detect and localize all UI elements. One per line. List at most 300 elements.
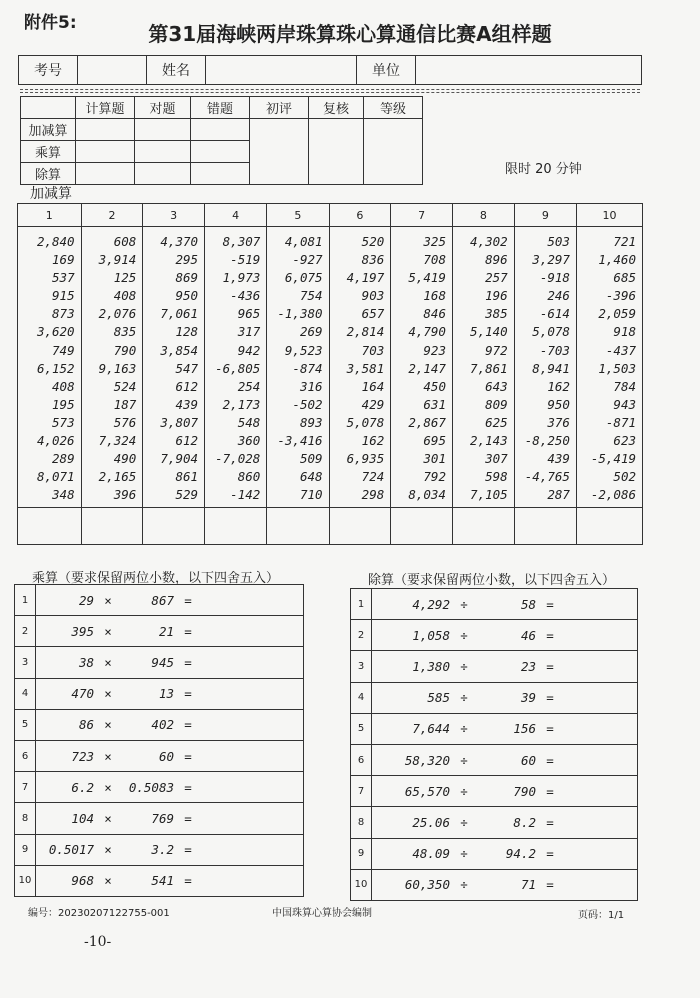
add-value: -437 — [605, 342, 636, 358]
add-column-header: 3 — [143, 204, 205, 227]
equals: = — [546, 721, 554, 737]
operator: × — [104, 717, 112, 733]
question-row — [15, 616, 304, 647]
add-value: 836 — [361, 252, 385, 268]
operand-b: 46 — [520, 627, 536, 643]
add-column-header: 6 — [329, 204, 391, 227]
answer-cell[interactable] — [452, 508, 514, 545]
add-value: -703 — [539, 342, 570, 358]
operand-a: 86 — [78, 717, 94, 733]
answer-cell[interactable] — [329, 508, 391, 545]
score-row-label: 除算 — [21, 163, 76, 185]
mul-section-title: 乘算（要求保留两位小数，以下四舍五入） — [32, 571, 280, 586]
question-row — [351, 620, 638, 651]
add-value: 869 — [175, 270, 199, 286]
add-value: -2,086 — [590, 487, 636, 503]
question-row — [15, 585, 304, 616]
add-value: 2,147 — [408, 360, 446, 376]
equals: = — [184, 654, 192, 670]
add-value: 548 — [237, 414, 261, 430]
add-value: 537 — [52, 270, 75, 286]
add-value: 187 — [113, 396, 137, 412]
question-number: 2 — [15, 616, 36, 647]
add-value: 195 — [52, 396, 75, 412]
add-value: -1,380 — [277, 306, 323, 322]
score-cell[interactable] — [191, 163, 250, 185]
question-expression[interactable] — [372, 713, 638, 744]
operand-b: 3.2 — [151, 842, 174, 858]
operator: ÷ — [460, 846, 468, 862]
add-value: 6,152 — [36, 360, 75, 376]
add-value: 1,503 — [598, 360, 636, 376]
add-value: 972 — [485, 342, 508, 358]
answer-cell[interactable] — [143, 508, 205, 545]
add-column-values — [452, 227, 514, 508]
add-value: 721 — [613, 234, 636, 249]
add-column-header: 10 — [576, 204, 642, 227]
add-value: -614 — [539, 306, 570, 322]
answer-cell[interactable] — [267, 508, 329, 545]
add-value: 9,163 — [98, 360, 137, 376]
add-value: -142 — [230, 487, 261, 503]
operator: × — [104, 810, 112, 826]
add-value: -4,765 — [524, 469, 570, 485]
add-value: 923 — [423, 342, 446, 358]
add-value: 7,061 — [160, 306, 199, 322]
operand-b: 402 — [151, 717, 174, 733]
add-value: 289 — [52, 451, 75, 467]
operand-a: 1,380 — [412, 658, 450, 674]
add-value: 835 — [113, 324, 137, 340]
add-value: 4,370 — [160, 234, 199, 249]
add-value: 2,143 — [470, 433, 508, 449]
add-column-values — [391, 227, 453, 508]
add-value: 385 — [485, 306, 508, 322]
question-number: 7 — [15, 772, 36, 803]
add-value: 8,307 — [222, 234, 261, 249]
add-value: 708 — [423, 252, 446, 268]
question-expression[interactable] — [372, 869, 638, 900]
unit-label: 单位 — [357, 56, 416, 85]
serial-number: 编号：20230207122755-001 — [28, 908, 170, 919]
add-value: -519 — [230, 252, 261, 268]
add-value: 168 — [423, 288, 446, 304]
add-value: -3,416 — [277, 433, 323, 449]
score-header: 计算题 — [76, 97, 135, 119]
add-value: 8,034 — [408, 487, 446, 503]
add-value: 861 — [175, 469, 199, 485]
add-section-title: 加减算 — [30, 186, 72, 202]
add-value: 164 — [361, 378, 385, 394]
operator: ÷ — [460, 596, 468, 612]
question-number: 2 — [351, 620, 372, 651]
add-value: 631 — [423, 396, 446, 412]
question-expression[interactable] — [36, 616, 304, 647]
add-value: 915 — [52, 288, 75, 304]
score-cell[interactable] — [135, 141, 191, 163]
operand-a: 25.06 — [412, 814, 450, 830]
add-value: 950 — [175, 288, 199, 304]
add-value: 893 — [299, 414, 323, 430]
exam-no-field[interactable] — [78, 56, 147, 85]
operand-b: 867 — [151, 592, 174, 608]
operator: ÷ — [460, 783, 468, 799]
add-value: 2,867 — [408, 414, 446, 430]
add-column-values — [81, 227, 143, 508]
question-row — [15, 647, 304, 678]
add-value: 918 — [613, 324, 636, 340]
page-title: 第31届海峡两岸珠算珠心算通信比赛A组样题 — [148, 22, 552, 46]
add-value: 3,807 — [160, 414, 199, 430]
add-value: 1,460 — [598, 252, 636, 268]
score-cell[interactable] — [309, 119, 364, 185]
operand-a: 585 — [427, 690, 450, 706]
add-value: 1,973 — [222, 270, 261, 286]
score-cell[interactable] — [76, 119, 135, 141]
score-row-label: 加减算 — [21, 119, 76, 141]
operand-a: 29 — [78, 592, 94, 608]
operator: ÷ — [460, 658, 468, 674]
equals: = — [184, 717, 192, 733]
add-value: 8,071 — [36, 469, 75, 485]
add-value: 792 — [423, 469, 446, 485]
score-header: 错题 — [191, 97, 250, 119]
question-row — [15, 803, 304, 834]
add-value: 348 — [52, 487, 75, 503]
add-value: 254 — [237, 378, 261, 394]
add-value: 657 — [361, 306, 385, 322]
add-column-header: 4 — [205, 204, 267, 227]
question-expression[interactable] — [372, 807, 638, 838]
operator: × — [104, 592, 112, 608]
annex-label: 附件5: — [24, 13, 77, 33]
add-value: 625 — [485, 414, 508, 430]
question-row — [351, 651, 638, 682]
operand-b: 13 — [158, 686, 174, 702]
add-value: 298 — [361, 487, 385, 503]
question-number: 3 — [15, 647, 36, 678]
add-value: 360 — [237, 433, 261, 449]
answer-cell[interactable] — [514, 508, 576, 545]
page-number: -10- — [84, 934, 112, 950]
question-expression[interactable] — [372, 620, 638, 651]
equals: = — [546, 752, 554, 768]
equals: = — [546, 846, 554, 862]
add-value: 695 — [423, 433, 446, 449]
score-header: 初评 — [250, 97, 309, 119]
add-column-header: 5 — [267, 204, 329, 227]
add-value: -396 — [605, 288, 636, 304]
add-value: 408 — [113, 288, 137, 304]
operator: ÷ — [460, 627, 468, 643]
operand-b: 769 — [151, 810, 174, 826]
add-column-values — [205, 227, 267, 508]
add-value: 3,620 — [36, 324, 75, 340]
add-value: 724 — [361, 469, 385, 485]
question-number: 8 — [351, 807, 372, 838]
operator: ÷ — [460, 721, 468, 737]
add-column-header: 9 — [514, 204, 576, 227]
add-value: 950 — [547, 396, 570, 412]
score-cell[interactable] — [76, 163, 135, 185]
add-value: 4,081 — [284, 234, 323, 249]
add-table — [17, 203, 643, 545]
add-value: 809 — [485, 396, 508, 412]
add-value: 612 — [175, 433, 199, 449]
operand-a: 395 — [71, 623, 94, 639]
equals: = — [546, 783, 554, 799]
add-column-header: 8 — [452, 204, 514, 227]
question-number: 5 — [351, 713, 372, 744]
answer-cell[interactable] — [576, 508, 642, 545]
add-value: 490 — [113, 451, 137, 467]
add-value: -874 — [292, 360, 323, 376]
question-row — [351, 807, 638, 838]
operand-a: 58,320 — [404, 752, 450, 768]
answer-cell[interactable] — [18, 508, 82, 545]
operand-b: 21 — [158, 623, 174, 639]
div-table — [350, 588, 638, 901]
add-value: 269 — [299, 324, 323, 340]
question-expression[interactable] — [372, 744, 638, 775]
question-row — [351, 838, 638, 869]
question-expression[interactable] — [36, 678, 304, 709]
add-value: 2,173 — [222, 396, 261, 412]
question-expression[interactable] — [372, 651, 638, 682]
add-value: 162 — [361, 433, 385, 449]
operand-a: 4,292 — [412, 596, 450, 612]
add-value: 325 — [423, 234, 446, 249]
name-label: 姓名 — [147, 56, 206, 85]
equals: = — [546, 658, 554, 674]
operator: ÷ — [460, 814, 468, 830]
operand-b: 23 — [520, 658, 536, 674]
question-number: 7 — [351, 776, 372, 807]
operand-a: 0.5017 — [48, 842, 94, 858]
operand-a: 104 — [71, 810, 94, 826]
equals: = — [184, 748, 192, 764]
add-value: 547 — [175, 360, 199, 376]
question-number: 9 — [351, 838, 372, 869]
score-cell[interactable] — [191, 141, 250, 163]
operand-a: 60,350 — [404, 877, 450, 893]
operator: ÷ — [460, 690, 468, 706]
add-value: 316 — [299, 378, 323, 394]
add-column-values — [514, 227, 576, 508]
question-number: 3 — [351, 651, 372, 682]
answer-cell[interactable] — [205, 508, 267, 545]
add-value: 573 — [52, 414, 75, 430]
add-value: 503 — [547, 234, 570, 249]
add-value: 307 — [485, 451, 508, 467]
divider-line — [20, 89, 640, 90]
equals: = — [546, 877, 554, 893]
operator: ÷ — [460, 752, 468, 768]
operator: × — [104, 686, 112, 702]
add-value: 3,297 — [532, 252, 570, 268]
question-expression[interactable] — [36, 709, 304, 740]
add-column-values — [143, 227, 205, 508]
answer-cell[interactable] — [81, 508, 143, 545]
operand-b: 8.2 — [513, 814, 536, 830]
add-value: 943 — [613, 396, 636, 412]
div-section-title: 除算（要求保留两位小数，以下四舍五入） — [368, 573, 616, 588]
question-expression[interactable] — [372, 776, 638, 807]
add-value: 246 — [547, 288, 570, 304]
candidate-info-table — [18, 55, 642, 85]
add-value: 3,581 — [346, 360, 385, 376]
question-row — [351, 682, 638, 713]
question-expression[interactable] — [36, 647, 304, 678]
score-cell[interactable] — [76, 141, 135, 163]
add-value: 396 — [113, 487, 137, 503]
add-value: 903 — [361, 288, 385, 304]
equals: = — [546, 627, 554, 643]
add-value: 7,904 — [160, 451, 199, 467]
add-column-header: 7 — [391, 204, 453, 227]
operator: × — [104, 623, 112, 639]
add-value: -5,419 — [590, 451, 636, 467]
add-value: 5,140 — [470, 324, 508, 340]
question-number: 5 — [15, 709, 36, 740]
score-row-label: 乘算 — [21, 141, 76, 163]
add-value: 648 — [299, 469, 323, 485]
add-value: 408 — [52, 378, 75, 394]
operand-b: 60 — [520, 752, 536, 768]
question-expression[interactable] — [36, 772, 304, 803]
mul-table — [14, 584, 304, 897]
operand-a: 968 — [71, 873, 94, 889]
question-row — [351, 744, 638, 775]
question-expression[interactable] — [372, 682, 638, 713]
name-field[interactable] — [206, 56, 357, 85]
add-value: 873 — [52, 306, 75, 322]
question-expression[interactable] — [36, 803, 304, 834]
operand-b: 94.2 — [505, 846, 536, 862]
operator: × — [104, 654, 112, 670]
add-value: 3,914 — [98, 252, 137, 268]
add-column-values — [329, 227, 391, 508]
add-value: 784 — [613, 378, 636, 394]
add-value: 612 — [175, 378, 199, 394]
score-table — [20, 96, 423, 185]
add-column-header: 2 — [81, 204, 143, 227]
add-value: 2,814 — [346, 324, 385, 340]
score-cell[interactable] — [135, 119, 191, 141]
add-value: 790 — [113, 342, 137, 358]
question-expression[interactable] — [36, 585, 304, 616]
operand-a: 1,058 — [412, 627, 450, 643]
add-value: 529 — [175, 487, 199, 503]
add-value: 9,523 — [284, 342, 323, 358]
add-value: -871 — [605, 414, 636, 430]
question-row — [15, 740, 304, 771]
question-row — [15, 865, 304, 896]
add-value: -8,250 — [524, 433, 570, 449]
add-value: 196 — [485, 288, 508, 304]
add-value: 703 — [361, 342, 385, 358]
add-value: -7,028 — [215, 451, 261, 467]
add-value: 301 — [423, 451, 446, 467]
add-value: 450 — [423, 378, 446, 394]
add-column-values — [18, 227, 82, 508]
add-value: 942 — [237, 342, 261, 358]
score-cell[interactable] — [364, 119, 423, 185]
question-expression[interactable] — [372, 838, 638, 869]
add-value: 8,941 — [532, 360, 570, 376]
unit-field[interactable] — [416, 56, 642, 85]
operator: × — [104, 779, 112, 795]
operand-a: 65,570 — [404, 783, 450, 799]
operand-b: 156 — [513, 721, 536, 737]
question-expression[interactable] — [36, 834, 304, 865]
question-number: 4 — [351, 682, 372, 713]
add-value: 754 — [299, 288, 323, 304]
question-row — [15, 834, 304, 865]
add-value: 5,078 — [346, 414, 385, 430]
question-row — [351, 869, 638, 900]
operand-a: 7,644 — [412, 721, 450, 737]
add-value: 6,935 — [346, 451, 385, 467]
score-cell[interactable] — [250, 119, 309, 185]
add-value: 5,078 — [532, 324, 570, 340]
page-indicator: 页码：1/1 — [578, 910, 625, 921]
add-value: 4,302 — [470, 234, 508, 249]
divider-line — [20, 92, 640, 93]
score-cell[interactable] — [135, 163, 191, 185]
question-expression[interactable] — [372, 589, 638, 620]
add-value: 643 — [485, 378, 508, 394]
score-header: 对题 — [135, 97, 191, 119]
operand-b: 39 — [520, 690, 536, 706]
add-value: 520 — [361, 234, 385, 249]
score-header: 等级 — [364, 97, 423, 119]
score-cell[interactable] — [191, 119, 250, 141]
add-value: 860 — [237, 469, 261, 485]
add-value: 7,324 — [98, 433, 137, 449]
operator: × — [104, 748, 112, 764]
question-number: 9 — [15, 834, 36, 865]
add-value: -927 — [292, 252, 323, 268]
add-value: -502 — [292, 396, 323, 412]
equals: = — [546, 690, 554, 706]
operand-a: 48.09 — [412, 846, 450, 862]
question-row — [351, 713, 638, 744]
add-value: 4,026 — [36, 433, 75, 449]
add-value: 509 — [299, 451, 323, 467]
compiler: 中国珠算心算协会编制 — [272, 908, 372, 919]
question-expression[interactable] — [36, 740, 304, 771]
add-value: 749 — [52, 342, 75, 358]
add-value: -918 — [539, 270, 570, 286]
add-value: 317 — [237, 324, 261, 340]
equals: = — [184, 810, 192, 826]
question-number: 1 — [15, 585, 36, 616]
equals: = — [546, 596, 554, 612]
add-value: 257 — [485, 270, 508, 286]
answer-cell[interactable] — [391, 508, 453, 545]
question-expression[interactable] — [36, 865, 304, 896]
add-value: 896 — [485, 252, 508, 268]
operand-a: 6.2 — [71, 779, 94, 795]
equals: = — [184, 686, 192, 702]
question-number: 6 — [351, 744, 372, 775]
add-value: 598 — [485, 469, 508, 485]
add-value: 169 — [52, 252, 75, 268]
operand-b: 0.5083 — [128, 779, 174, 795]
add-value: 376 — [547, 414, 570, 430]
add-value: 524 — [113, 378, 137, 394]
